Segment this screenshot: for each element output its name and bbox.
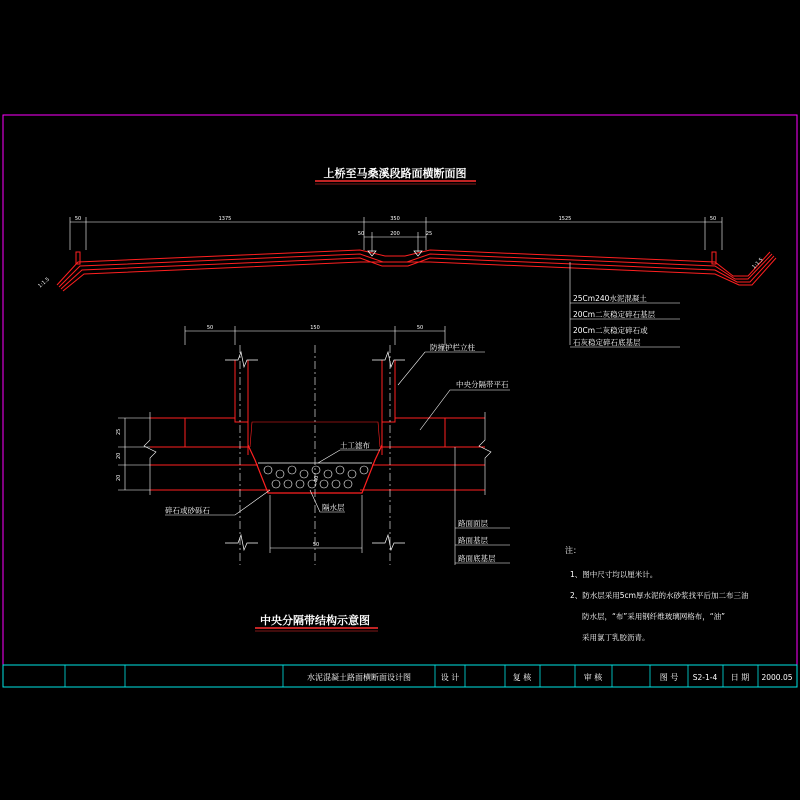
design-label: 设 计 — [440, 673, 460, 682]
top-dim-2: 1375 — [218, 216, 232, 222]
date-value: 2000.05 — [761, 673, 793, 682]
mid-dim-1: 50 — [357, 231, 365, 237]
surface-label: 路面面层 — [458, 519, 488, 528]
top-title: 上桥至马桑溪段路面横断面图 — [323, 167, 467, 180]
base-label: 路面基层 — [458, 536, 488, 545]
left-dim-1: 25 — [116, 428, 122, 435]
top-dim-1: 50 — [74, 216, 82, 222]
notes — [565, 545, 749, 642]
date-label: 日 期 — [730, 673, 750, 682]
review-label: 复 核 — [512, 673, 532, 682]
mid-dim-2: 200 — [390, 231, 400, 237]
layer-label-3: 20Cm二灰稳定碎石或 — [573, 326, 648, 335]
gravel-label: 碎石或砂砾石 — [165, 506, 210, 515]
left-dim-3: 20 — [116, 474, 122, 481]
drawing-name: 水泥混凝土路面横断面设计图 — [307, 673, 411, 682]
left-dim-2: 20 — [116, 452, 122, 459]
mid-dim-3: 25 — [425, 231, 433, 237]
notes-heading: 注： — [565, 546, 581, 555]
geotextile-label: 土工滤布 — [340, 441, 370, 450]
title-block — [3, 665, 797, 687]
note-4: 采用氯丁乳胶沥青。 — [582, 633, 650, 642]
note-2: 2、防水层采用5cm厚水泥的水砂浆找平后加二布三油 — [570, 591, 749, 600]
top-dim-5: 50 — [709, 216, 717, 222]
median-bottom-dim-text: 50 — [312, 542, 320, 548]
subbase-label: 路面底基层 — [458, 554, 496, 563]
waterproof-label: 隔水层 — [322, 503, 345, 512]
median-left-dims — [118, 418, 150, 490]
bottom-title: 中央分隔带结构示意图 — [260, 614, 370, 627]
curb-label: 中央分隔带平石 — [456, 380, 509, 389]
slope-left-label: 1:1.5 — [37, 276, 51, 290]
top-dim-4: 1525 — [558, 216, 572, 222]
layer-label-2: 20Cm二灰稳定碎石基层 — [573, 310, 656, 319]
top-dim-3: 350 — [390, 216, 400, 222]
note-1: 1、图中尺寸均以厘米计。 — [570, 570, 658, 579]
layer-label-1: 25Cm240水泥混凝土 — [573, 294, 647, 303]
slope-right-label: 1:1.5 — [751, 256, 765, 271]
number-label: 图 号 — [659, 673, 679, 682]
inner-dim: 40 — [314, 475, 320, 482]
median-dim-2: 150 — [310, 325, 320, 331]
guardrail-post-label: 防撞护栏立柱 — [430, 343, 475, 352]
drawing-frame — [3, 115, 797, 687]
approve-label: 审 核 — [583, 673, 603, 682]
note-3: 防水层，“布”采用钢纤维玻璃网格布，“油” — [582, 612, 726, 621]
cross-section — [37, 166, 776, 347]
median-dim-3: 50 — [416, 325, 424, 331]
guardrail-posts — [235, 360, 395, 455]
layer-label-4: 石灰稳定碎石底基层 — [573, 338, 641, 347]
median-dim-1: 50 — [206, 325, 214, 331]
center-lines — [240, 345, 390, 565]
pavement-layers — [57, 250, 776, 291]
number-value: S2-1-4 — [692, 673, 718, 682]
median-detail — [116, 325, 510, 631]
